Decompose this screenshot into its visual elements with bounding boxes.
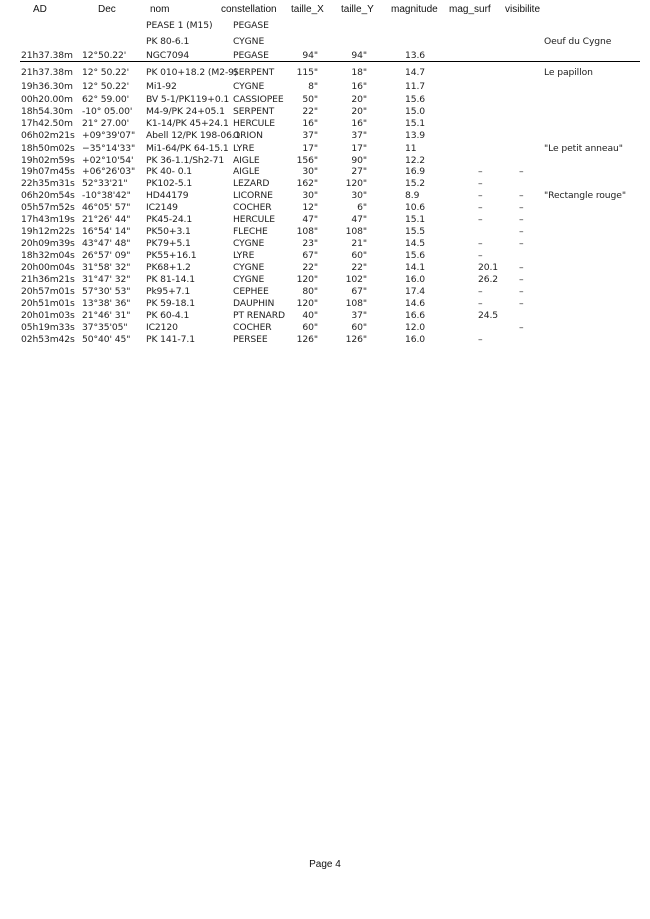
cell-mag: 8.9 <box>405 190 420 201</box>
cell-nom: BV 5-1/PK119+0.1 <box>146 94 230 105</box>
cell-mag: 10.6 <box>405 202 426 213</box>
cell-mag: 14.1 <box>405 262 426 273</box>
cell-const: AIGLE <box>233 166 260 177</box>
cell-tx: 8" <box>308 81 318 92</box>
cell-vis: – <box>519 214 524 225</box>
cell-nom: PK 36-1.1/Sh2-71 <box>146 155 225 166</box>
cell-nom: PK102-5.1 <box>146 178 193 189</box>
cell-ad: 21h37.38m <box>21 67 73 78</box>
cell-ty: 108" <box>345 226 367 237</box>
cell-ad: 17h42.50m <box>21 118 73 129</box>
cell-ms: – <box>478 178 483 189</box>
cell-nom: PK 81-14.1 <box>146 274 195 285</box>
cell-nom: PK 59-18.1 <box>146 298 195 309</box>
cell-const: CYGNE <box>233 36 265 47</box>
cell-nom: Mi1-64/PK 64-15.1 <box>146 143 229 154</box>
cell-dec: 13°38' 36" <box>82 298 131 309</box>
cell-ms: – <box>478 238 483 249</box>
cell-ad: 22h35m31s <box>21 178 75 189</box>
cell-note: "Le petit anneau" <box>544 143 623 154</box>
cell-tx: 108" <box>296 226 318 237</box>
cell-nom: PK79+5.1 <box>146 238 191 249</box>
cell-mag: 12.2 <box>405 155 426 166</box>
cell-ad: 18h32m04s <box>21 250 75 261</box>
cell-nom: IC2120 <box>146 322 178 333</box>
cell-tx: 156" <box>296 155 318 166</box>
cell-nom: HD44179 <box>146 190 189 201</box>
cell-ms: – <box>478 286 483 297</box>
cell-nom: Abell 12/PK 198-06.1 <box>146 130 241 141</box>
cell-nom: PK 60-4.1 <box>146 310 190 321</box>
cell-dec: 46°05' 57" <box>82 202 131 213</box>
cell-dec: +02°10'54' <box>82 155 134 166</box>
cell-ms: – <box>478 214 483 225</box>
cell-tx: 37" <box>302 130 318 141</box>
cell-dec: 31°58' 32" <box>82 262 131 273</box>
header-magnitude: magnitude <box>391 4 438 15</box>
cell-mag: 16.0 <box>405 274 426 285</box>
header-taille-y: taille_Y <box>341 4 374 15</box>
cell-vis: – <box>519 298 524 309</box>
cell-tx: 162" <box>296 178 318 189</box>
cell-const: SERPENT <box>233 67 275 78</box>
cell-dec: 12° 50.22' <box>82 81 130 92</box>
cell-ad: 21h37.38m <box>21 50 73 61</box>
cell-mag: 12.0 <box>405 322 426 333</box>
cell-tx: 17" <box>302 143 318 154</box>
cell-ms: 20.1 <box>478 262 499 273</box>
cell-ty: 37" <box>351 130 367 141</box>
cell-vis: – <box>519 166 524 177</box>
cell-ty: 21" <box>351 238 367 249</box>
cell-ad: 18h54.30m <box>21 106 73 117</box>
cell-nom: PK 141-7.1 <box>146 334 195 345</box>
cell-ms: – <box>478 190 483 201</box>
cell-const: COCHER <box>233 322 272 333</box>
cell-vis: – <box>519 238 524 249</box>
cell-tx: 120" <box>296 274 318 285</box>
cell-ty: 120" <box>345 178 367 189</box>
cell-note: Oeuf du Cygne <box>544 36 612 47</box>
cell-vis: – <box>519 190 524 201</box>
cell-ty: 17" <box>351 143 367 154</box>
cell-nom: Pk95+7.1 <box>146 286 191 297</box>
cell-dec: 12°50.22' <box>82 50 127 61</box>
cell-ty: 22" <box>351 262 367 273</box>
cell-dec: 21°46' 31" <box>82 310 131 321</box>
cell-ty: 16" <box>351 81 367 92</box>
cell-tx: 50" <box>302 94 318 105</box>
cell-ty: 60" <box>351 322 367 333</box>
cell-mag: 11.7 <box>405 81 426 92</box>
cell-tx: 47" <box>302 214 318 225</box>
cell-ad: 06h02m21s <box>21 130 75 141</box>
cell-ad: 20h09m39s <box>21 238 75 249</box>
cell-const: CYGNE <box>233 274 265 285</box>
cell-ad: 19h07m45s <box>21 166 75 177</box>
cell-mag: 14.5 <box>405 238 426 249</box>
cell-dec: 37°35'05" <box>82 322 128 333</box>
cell-nom: PK50+3.1 <box>146 226 191 237</box>
cell-ad: 06h20m54s <box>21 190 75 201</box>
cell-ad: 05h57m52s <box>21 202 75 213</box>
cell-tx: 60" <box>302 322 318 333</box>
cell-dec: 21°26' 44" <box>82 214 131 225</box>
cell-const: LYRE <box>233 143 255 154</box>
cell-const: PEGASE <box>233 20 269 31</box>
cell-dec: 50°40' 45" <box>82 334 131 345</box>
cell-dec: 21° 27.00' <box>82 118 130 129</box>
cell-dec: -10°38'42" <box>82 190 131 201</box>
cell-mag: 16.6 <box>405 310 426 321</box>
cell-vis: – <box>519 274 524 285</box>
header-visibilite: visibilite <box>505 4 541 15</box>
cell-ms: – <box>478 298 483 309</box>
cell-nom: PK45-24.1 <box>146 214 193 225</box>
cell-mag: 14.6 <box>405 298 426 309</box>
cell-const: CEPHEE <box>233 286 269 297</box>
cell-tx: 22" <box>302 262 318 273</box>
cell-const: HERCULE <box>233 118 276 129</box>
cell-mag: 16.0 <box>405 334 426 345</box>
cell-const: ORION <box>233 130 263 141</box>
cell-mag: 15.6 <box>405 94 426 105</box>
cell-ms: – <box>478 202 483 213</box>
cell-dec: 16°54' 14" <box>82 226 131 237</box>
cell-dec: 57°30' 53" <box>82 286 131 297</box>
cell-ty: 126" <box>345 334 367 345</box>
cell-ty: 16" <box>351 118 367 129</box>
cell-dec: 26°57' 09" <box>82 250 131 261</box>
cell-mag: 13.9 <box>405 130 426 141</box>
cell-ty: 94" <box>351 50 367 61</box>
cell-const: PT RENARD <box>233 310 285 321</box>
cell-ty: 47" <box>351 214 367 225</box>
header-mag-surf: mag_surf <box>449 4 491 15</box>
cell-mag: 15.6 <box>405 250 426 261</box>
cell-dec: 62° 59.00' <box>82 94 130 105</box>
cell-tx: 67" <box>302 250 318 261</box>
cell-const: FLECHE <box>233 226 268 237</box>
cell-dec: 52°33'21" <box>82 178 128 189</box>
cell-vis: – <box>519 202 524 213</box>
cell-const: PEGASE <box>233 50 269 61</box>
cell-mag: 11 <box>405 143 417 154</box>
cell-ad: 20h57m01s <box>21 286 75 297</box>
cell-ty: 6" <box>357 202 367 213</box>
cell-const: PERSEE <box>233 334 268 345</box>
cell-ms: 26.2 <box>478 274 499 285</box>
cell-ad: 05h19m33s <box>21 322 75 333</box>
cell-note: Le papillon <box>544 67 593 78</box>
header-divider <box>300 61 640 62</box>
cell-const: COCHER <box>233 202 272 213</box>
cell-tx: 23" <box>302 238 318 249</box>
cell-ty: 18" <box>351 67 367 78</box>
cell-mag: 15.5 <box>405 226 426 237</box>
cell-dec: 12° 50.22' <box>82 67 130 78</box>
cell-mag: 15.1 <box>405 214 426 225</box>
cell-nom: M4-9/PK 24+05.1 <box>146 106 225 117</box>
cell-const: LICORNE <box>233 190 273 201</box>
cell-dec: 31°47' 32" <box>82 274 131 285</box>
cell-nom: PK55+16.1 <box>146 250 197 261</box>
cell-vis: – <box>519 286 524 297</box>
cell-tx: 12" <box>302 202 318 213</box>
cell-const: CYGNE <box>233 262 265 273</box>
cell-const: DAUPHIN <box>233 298 275 309</box>
cell-tx: 30" <box>302 166 318 177</box>
cell-nom: PK 40- 0.1 <box>146 166 193 177</box>
cell-tx: 115" <box>296 67 318 78</box>
cell-ty: 108" <box>345 298 367 309</box>
cell-tx: 80" <box>302 286 318 297</box>
cell-ty: 102" <box>345 274 367 285</box>
cell-tx: 94" <box>302 50 318 61</box>
cell-ty: 37" <box>351 310 367 321</box>
cell-const: LEZARD <box>233 178 270 189</box>
page-number: Page 4 <box>309 859 341 870</box>
cell-mag: 13.6 <box>405 50 426 61</box>
cell-mag: 16.9 <box>405 166 426 177</box>
cell-ty: 20" <box>351 94 367 105</box>
cell-ad: 19h12m22s <box>21 226 75 237</box>
cell-vis: – <box>519 226 524 237</box>
cell-nom: PEASE 1 (M15) <box>146 20 213 31</box>
cell-nom: PK 80-6.1 <box>146 36 190 47</box>
cell-dec: 43°47' 48" <box>82 238 131 249</box>
cell-ms: – <box>478 334 483 345</box>
cell-ty: 67" <box>351 286 367 297</box>
cell-ad: 17h43m19s <box>21 214 75 225</box>
cell-tx: 126" <box>296 334 318 345</box>
cell-vis: – <box>519 322 524 333</box>
cell-const: CYGNE <box>233 238 265 249</box>
cell-mag: 15.0 <box>405 106 426 117</box>
cell-tx: 16" <box>302 118 318 129</box>
cell-nom: Mi1-92 <box>146 81 177 92</box>
cell-tx: 40" <box>302 310 318 321</box>
cell-ad: 18h50m02s <box>21 143 75 154</box>
cell-note: "Rectangle rouge" <box>544 190 626 201</box>
cell-const: AIGLE <box>233 155 260 166</box>
header-dec: Dec <box>98 4 116 15</box>
cell-ty: 30" <box>351 190 367 201</box>
cell-ad: 00h20.00m <box>21 94 73 105</box>
cell-nom: IC2149 <box>146 202 178 213</box>
cell-nom: NGC7094 <box>146 50 190 61</box>
header-taille-x: taille_X <box>291 4 324 15</box>
cell-const: SERPENT <box>233 106 275 117</box>
header-nom: nom <box>150 4 170 15</box>
cell-ad: 20h00m04s <box>21 262 75 273</box>
cell-const: HERCULE <box>233 214 276 225</box>
cell-ty: 90" <box>351 155 367 166</box>
header-constellation: constellation <box>221 4 277 15</box>
cell-tx: 30" <box>302 190 318 201</box>
cell-ad: 02h53m42s <box>21 334 75 345</box>
cell-nom: K1-14/PK 45+24.1 <box>146 118 229 129</box>
cell-tx: 120" <box>296 298 318 309</box>
cell-ty: 20" <box>351 106 367 117</box>
cell-ad: 19h02m59s <box>21 155 75 166</box>
cell-dec: −35°14'33" <box>82 143 136 154</box>
cell-ty: 60" <box>351 250 367 261</box>
cell-ms: 24.5 <box>478 310 499 321</box>
cell-mag: 15.2 <box>405 178 426 189</box>
cell-ad: 20h01m03s <box>21 310 75 321</box>
cell-nom: PK68+1.2 <box>146 262 191 273</box>
cell-mag: 15.1 <box>405 118 426 129</box>
cell-ms: – <box>478 166 483 177</box>
cell-dec: +09°39'07" <box>82 130 136 141</box>
cell-tx: 22" <box>302 106 318 117</box>
cell-const: LYRE <box>233 250 255 261</box>
cell-ad: 20h51m01s <box>21 298 75 309</box>
cell-dec: +06°26'03" <box>82 166 136 177</box>
cell-ty: 27" <box>351 166 367 177</box>
cell-mag: 17.4 <box>405 286 426 297</box>
header-divider <box>20 61 320 62</box>
cell-ad: 19h36.30m <box>21 81 73 92</box>
header-ad: AD <box>33 4 47 15</box>
cell-const: CYGNE <box>233 81 265 92</box>
cell-mag: 14.7 <box>405 67 426 78</box>
cell-const: CASSIOPEE <box>233 94 284 105</box>
cell-ms: – <box>478 250 483 261</box>
cell-vis: – <box>519 262 524 273</box>
cell-dec: -10° 05.00' <box>82 106 133 117</box>
cell-ad: 21h36m21s <box>21 274 75 285</box>
cell-nom: PK 010+18.2 (M2-9) <box>146 67 238 78</box>
